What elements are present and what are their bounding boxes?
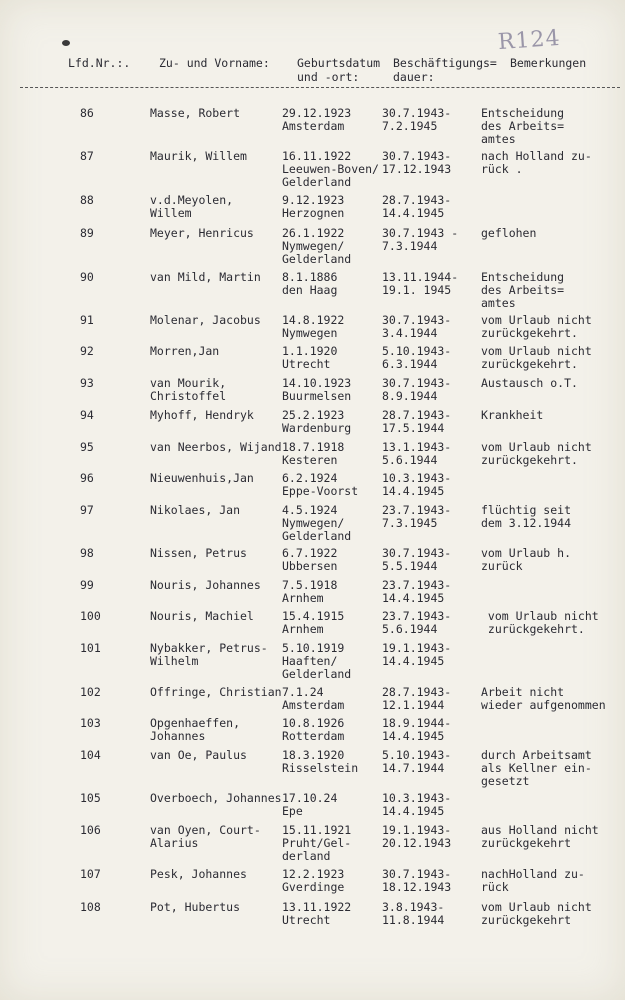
row-name: Nissen, Petrus — [150, 546, 247, 560]
row-number: 86 — [80, 106, 94, 120]
row-employment: 13.11.1944- 19.1. 1945 — [382, 270, 459, 297]
row-name: Nouris, Johannes — [150, 578, 261, 592]
row-remarks: geflohen — [481, 226, 537, 240]
header-birth-line1: Geburtsdatum — [297, 56, 381, 70]
row-birth: 26.1.1922 Nymwegen/ Gelderland — [282, 226, 352, 266]
row-birth: 18.3.1920 Risselstein — [282, 748, 359, 775]
row-employment: 23.7.1943- 7.3.1945 — [382, 503, 452, 530]
row-employment: 18.9.1944- 14.4.1945 — [382, 716, 452, 743]
row-name: Maurik, Willem — [150, 149, 247, 163]
row-name: Masse, Robert — [150, 106, 241, 120]
row-number: 104 — [80, 748, 101, 762]
row-number: 97 — [80, 503, 94, 517]
row-name: Offringe, Christian — [150, 685, 282, 699]
row-number: 89 — [80, 226, 94, 240]
row-remarks: durch Arbeitsamt als Kellner ein- gesetzt — [481, 748, 592, 788]
row-number: 103 — [80, 716, 101, 730]
row-name: Meyer, Henricus — [150, 226, 254, 240]
row-name: Nybakker, Petrus- Wilhelm — [150, 641, 268, 668]
row-birth: 17.10.24 Epe — [282, 791, 338, 818]
header-employment-line1: Beschäftigungs= — [393, 56, 497, 70]
row-employment: 5.10.1943- 14.7.1944 — [382, 748, 452, 775]
row-number: 92 — [80, 344, 94, 358]
row-name: v.d.Meyolen, Willem — [150, 193, 234, 220]
row-employment: 30.7.1943- 7.2.1945 — [382, 106, 452, 133]
header-remarks: Bemerkungen — [510, 56, 587, 70]
row-remarks: vom Urlaub nicht zurückgekehrt. — [481, 313, 592, 340]
row-remarks: vom Urlaub nicht zurückgekehrt — [481, 900, 592, 927]
row-employment: 5.10.1943- 6.3.1944 — [382, 344, 452, 371]
row-number: 88 — [80, 193, 94, 207]
row-name: van Neerbos, Wijand — [150, 440, 282, 454]
row-name: Pot, Hubertus — [150, 900, 241, 914]
row-birth: 6.7.1922 Ubbersen — [282, 546, 338, 573]
row-employment: 30.7.1943- 8.9.1944 — [382, 376, 452, 403]
row-employment: 28.7.1943- 17.5.1944 — [382, 408, 452, 435]
row-employment: 19.1.1943- 20.12.1943 — [382, 823, 452, 850]
row-birth: 1.1.1920 Utrecht — [282, 344, 338, 371]
row-remarks: vom Urlaub nicht zurückgekehrt. — [481, 344, 592, 371]
row-birth: 12.2.1923 Gverdinge — [282, 867, 345, 894]
row-remarks: nach Holland zu- rück . — [481, 149, 592, 176]
row-number: 91 — [80, 313, 94, 327]
row-employment: 28.7.1943- 12.1.1944 — [382, 685, 452, 712]
header-employment-line2: dauer: — [393, 70, 435, 84]
row-number: 93 — [80, 376, 94, 390]
row-employment: 23.7.1943- 5.6.1944 — [382, 609, 452, 636]
row-remarks: Arbeit nicht wieder aufgenommen — [481, 685, 606, 712]
row-birth: 15.4.1915 Arnhem — [282, 609, 345, 636]
row-name: Overboech, Johannes — [150, 791, 282, 805]
row-remarks: Entscheidung des Arbeits= amtes — [481, 270, 565, 310]
row-number: 105 — [80, 791, 101, 805]
row-name: Myhoff, Hendryk — [150, 408, 254, 422]
row-number: 100 — [80, 609, 101, 623]
row-name: van Mild, Martin — [150, 270, 261, 284]
row-birth: 14.10.1923 Buurmelsen — [282, 376, 352, 403]
row-name: Nikolaes, Jan — [150, 503, 241, 517]
row-number: 94 — [80, 408, 94, 422]
header-name: Zu- und Vorname: — [159, 56, 270, 70]
row-number: 96 — [80, 471, 94, 485]
row-birth: 13.11.1922 Utrecht — [282, 900, 352, 927]
row-employment: 19.1.1943- 14.4.1945 — [382, 641, 452, 668]
row-name: Molenar, Jacobus — [150, 313, 261, 327]
row-employment: 30.7.1943- 5.5.1944 — [382, 546, 452, 573]
row-employment: 30.7.1943- 3.4.1944 — [382, 313, 452, 340]
row-employment: 10.3.1943- 14.4.1945 — [382, 791, 452, 818]
row-birth: 14.8.1922 Nymwegen — [282, 313, 345, 340]
row-birth: 10.8.1926 Rotterdam — [282, 716, 345, 743]
row-number: 98 — [80, 546, 94, 560]
row-birth: 7.1.24 Amsterdam — [282, 685, 345, 712]
row-birth: 5.10.1919 Haaften/ Gelderland — [282, 641, 352, 681]
row-number: 107 — [80, 867, 101, 881]
row-birth: 25.2.1923 Wardenburg — [282, 408, 352, 435]
row-remarks: Entscheidung des Arbeits= amtes — [481, 106, 565, 146]
header-birth-line2: und -ort: — [297, 70, 360, 84]
row-employment: 30.7.1943 - 7.3.1944 — [382, 226, 459, 253]
row-number: 87 — [80, 149, 94, 163]
row-remarks: vom Urlaub nicht zurückgekehrt. — [487, 609, 599, 636]
row-number: 101 — [80, 641, 101, 655]
row-remarks: vom Urlaub nicht zurückgekehrt. — [481, 440, 592, 467]
row-remarks: vom Urlaub h. zurück — [481, 546, 572, 573]
row-name: van Oyen, Court- Alarius — [150, 823, 261, 850]
row-birth: 9.12.1923 Herzognen — [282, 193, 345, 220]
row-birth: 6.2.1924 Eppe-Voorst — [282, 471, 359, 498]
row-employment: 13.1.1943- 5.6.1944 — [382, 440, 452, 467]
row-employment: 30.7.1943- 18.12.1943 — [382, 867, 452, 894]
row-number: 108 — [80, 900, 101, 914]
handwritten-annotation: R124 — [497, 25, 562, 56]
row-birth: 8.1.1886 den Haag — [282, 270, 338, 297]
row-employment: 23.7.1943- 14.4.1945 — [382, 578, 452, 605]
row-birth: 16.11.1922 Leeuwen-Boven/ Gelderland — [282, 149, 379, 189]
row-name: Pesk, Johannes — [150, 867, 247, 881]
header-nr: Lfd.Nr.:. — [68, 56, 131, 70]
row-birth: 15.11.1921 Pruht/Gel- derland — [282, 823, 352, 863]
row-birth: 7.5.1918 Arnhem — [282, 578, 338, 605]
row-birth: 4.5.1924 Nymwegen/ Gelderland — [282, 503, 352, 543]
row-name: Nouris, Machiel — [150, 609, 254, 623]
row-number: 99 — [80, 578, 94, 592]
row-number: 90 — [80, 270, 94, 284]
row-remarks: Krankheit — [481, 408, 544, 422]
row-remarks: Austausch o.T. — [481, 376, 578, 390]
row-name: Nieuwenhuis,Jan — [150, 471, 254, 485]
row-name: Opgenhaeffen, Johannes — [150, 716, 241, 743]
row-employment: 3.8.1943- 11.8.1944 — [382, 900, 445, 927]
row-name: Morren,Jan — [150, 344, 220, 358]
row-remarks: nachHolland zu- rück — [481, 867, 585, 894]
row-name: van Mourik, Christoffel — [150, 376, 227, 403]
row-employment: 30.7.1943- 17.12.1943 — [382, 149, 452, 176]
row-name: van Oe, Paulus — [150, 748, 247, 762]
row-remarks: aus Holland nicht zurückgekehrt — [481, 823, 599, 850]
row-remarks: flüchtig seit dem 3.12.1944 — [481, 503, 572, 530]
row-number: 106 — [80, 823, 101, 837]
row-number: 95 — [80, 440, 94, 454]
row-employment: 10.3.1943- 14.4.1945 — [382, 471, 452, 498]
row-employment: 28.7.1943- 14.4.1945 — [382, 193, 452, 220]
row-birth: 29.12.1923 Amsterdam — [282, 106, 352, 133]
row-number: 102 — [80, 685, 101, 699]
row-birth: 18.7.1918 Kesteren — [282, 440, 345, 467]
